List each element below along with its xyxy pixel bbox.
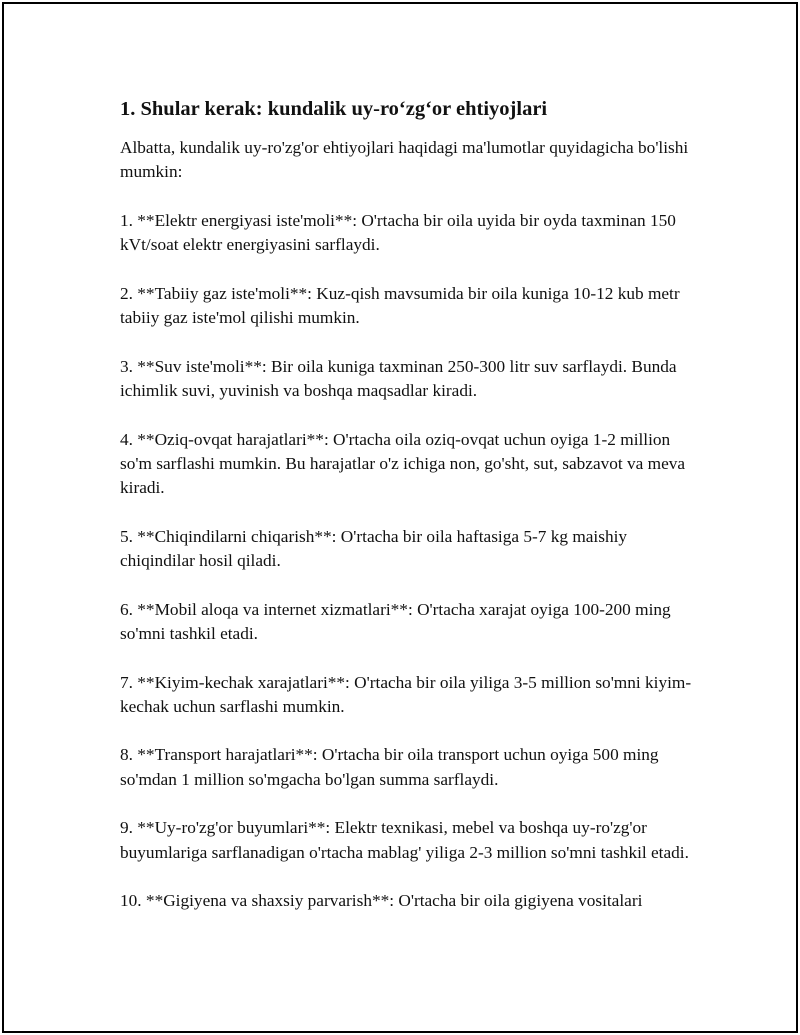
list-item-9: 9. **Uy-ro'zg'or buyumlari**: Elektr texnikasi, mebel va boshqa uy-ro'zg'or buyumlariga sarflanadigan o'rtacha mablag' yiliga 2-3 million so'mni tashkil etadi. — [120, 818, 689, 862]
list-item-2: 2. **Tabiiy gaz iste'moli**: Kuz-qish mavsumida bir oila kuniga 10-12 kub metr tabiiy gaz iste'mol qilishi mumkin. — [120, 283, 680, 328]
list-item-10: 10. **Gigiyena va shaxsiy parvarish**: O'rtacha bir oila gigiyena vositalari — [120, 891, 643, 911]
document-title: 1. Shular kerak: kundalik uy-ro‘zg‘or ehtiyojlari — [120, 98, 548, 120]
document-page — [2, 2, 798, 1033]
list-item-8: 8. **Transport harajatlari**: O'rtacha bir oila transport uchun oyiga 500 ming so'mdan 1 million so'mgacha bo'lgan summa sarflaydi. — [120, 745, 659, 789]
list-item-4: 4. **Oziq-ovqat harajatlari**: O'rtacha oila oziq-ovqat uchun oyiga 1-2 million so'm sarflashi mumkin. Bu harajatlar o'z ichiga non, go'sht, sut, sabzavot va meva kiradi. — [120, 429, 686, 498]
list-item-6: 6. **Mobil aloqa va internet xizmatlari**: O'rtacha xarajat oyiga 100-200 ming so'mni tashkil etadi. — [120, 599, 671, 643]
list-item-7: 7. **Kiyim-kechak xarajatlari**: O'rtacha bir oila yiliga 3-5 million so'mni kiyim-kechak uchun sarflashi mumkin. — [120, 672, 692, 716]
intro-paragraph: Albatta, kundalik uy-ro'zg'or ehtiyojlari haqidagi ma'lumotlar quyidagicha bo'lishi mumkin: — [120, 138, 689, 182]
document-body — [120, 96, 700, 938]
list-item-5: 5. **Chiqindilarni chiqarish**: O'rtacha bir oila haftasiga 5-7 kg maishiy chiqindilar hosil qiladi. — [120, 526, 628, 571]
list-item-3: 3. **Suv iste'moli**: Bir oila kuniga taxminan 250-300 litr suv sarflaydi. Bunda ichimlik suvi, yuvinish va boshqa maqsadlar kiradi. — [120, 356, 677, 400]
list-item-1: 1. **Elektr energiyasi iste'moli**: O'rtacha bir oila uyida bir oyda taxminan 150 kVt/soat elektr energiyasini sarflaydi. — [120, 210, 676, 255]
